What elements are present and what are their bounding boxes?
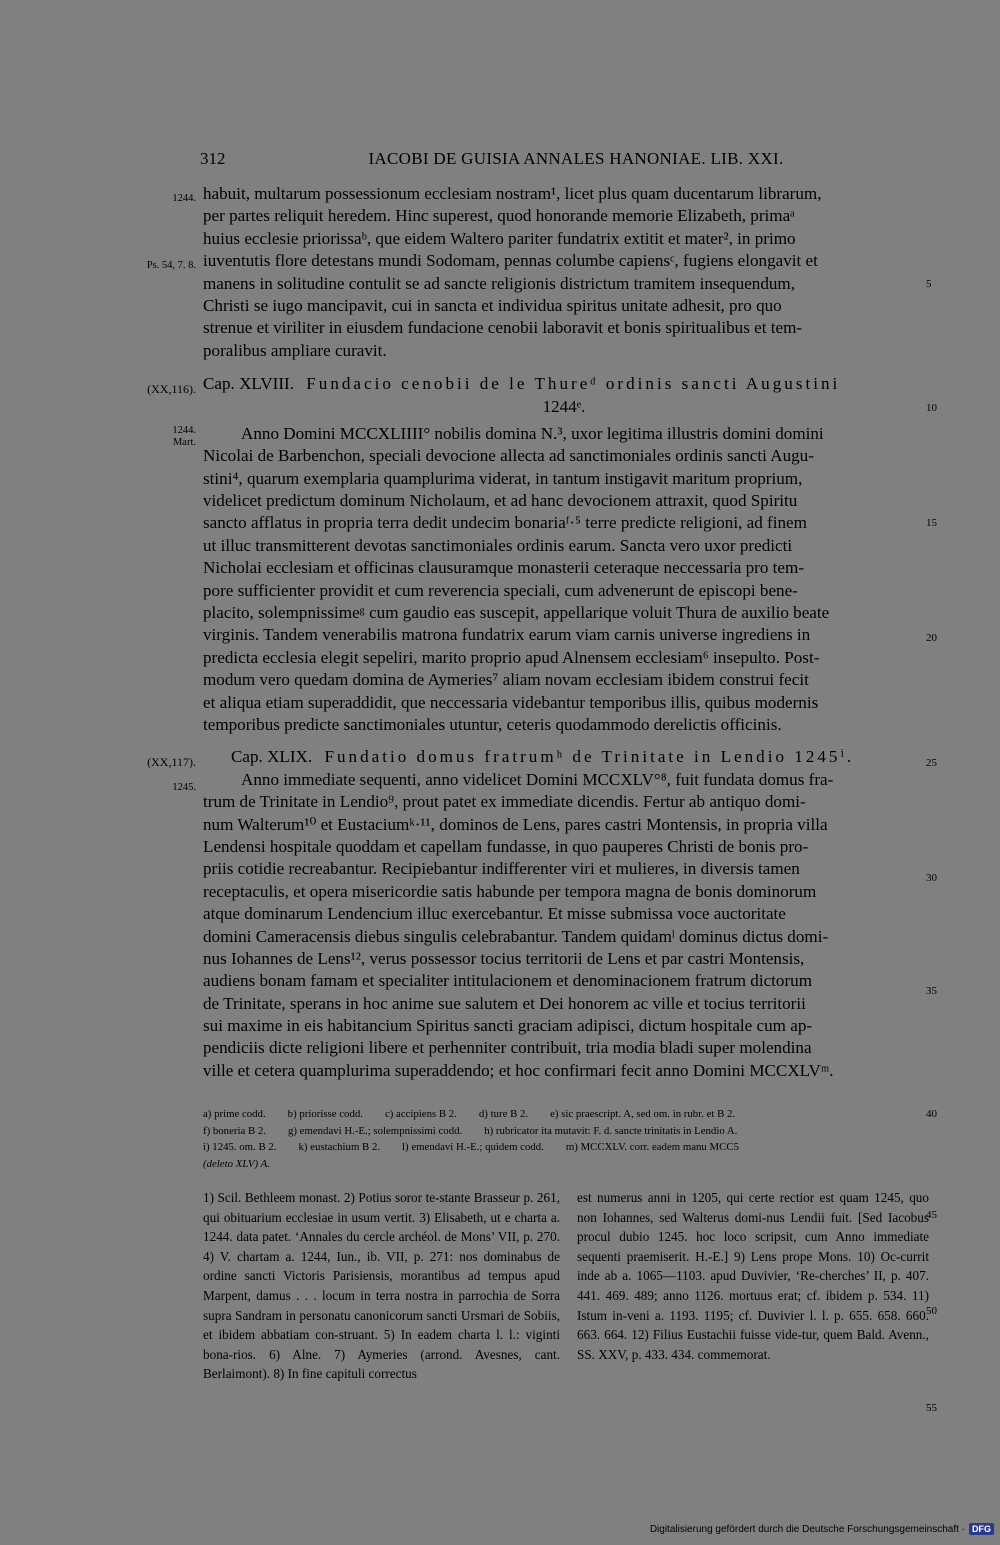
apparatus-note: c) accipiens B 2. <box>384 1108 457 1120</box>
line-number: 10 <box>926 402 937 414</box>
text-line: de Trinitate, sperans in hoc anime sue salutem et Dei honorem ac ville et tocius territorii <box>203 993 806 1013</box>
dfg-logo: DFG <box>969 1523 994 1535</box>
text-line: pore sufficienter providit et cum reverencia speciali, cum advenerunt de episcopi bene- <box>203 580 798 600</box>
text-line: Nicholai ecclesiam et officinas clausuramque monasterii ceteraque neccessaria pro tem- <box>203 558 805 578</box>
text-line: videlicet predictum dominum Nicholaum, et ad hanc devocionem attraxit, quod Spiritu <box>203 491 798 511</box>
chapter-heading <box>203 746 925 768</box>
apparatus-note: d) ture B 2. <box>478 1108 529 1120</box>
text-line: priis cotidie recreabantur. Recipiebantur indifferenter viri et mulieres, in diversis tamen <box>203 859 800 879</box>
chapter-number: Cap. XLIX. <box>231 747 313 767</box>
line-number: 30 <box>926 872 937 884</box>
footnotes-left-column: 1) Scil. Bethleem monast. 2) Potius soror te-stante Brasseur p. 261, qui obituarium ecclesiae in usum vertit. 3) Elisabeth, ut e charta a. 1244. data patet. ‘Annales du cercle archéol. de Mons’ VII, p. 270. 4) V. chartam a. 1244, Iun., ib. VII, p. 271: nos dominabus de ordine sancti Victoris Parisiensis, morantibus ad tempus apud Marpent, damus . . . locum in terra nostra in parrochia de Sorra supra Sandram in personatu canonicorum sancti Ursmari de Sobiis, et ibidem abbatiam con-struant. 5) In eadem charta l. l.: viginti bona-rios. 6) Alne. 7) Aymeries (arrond. Avesnes, cant. Berlaimont). 8) In fine capituli correctus <box>203 1190 560 1382</box>
text-line: nus Iohannes de Lens¹², verus possessor tocius territorii de Lens et par castri Montensis, <box>203 948 805 968</box>
text-line: et aliqua etiam superaddidit, que neccessaria videbantur temporibus illis, quibus modernis <box>203 692 819 712</box>
page-number: 312 <box>200 149 226 168</box>
text-line: Christi se iugo mancipavit, cui in sancta et individua spiritus unitate adhesit, pro quo <box>203 295 782 315</box>
line-number: 55 <box>926 1402 937 1414</box>
text-line: virginis. Tandem venerabilis matrona fundatrix earum viam carnis universe ingrediens in <box>203 625 811 645</box>
apparatus-row <box>203 1106 930 1123</box>
running-header <box>200 149 922 171</box>
line-number: 50 <box>926 1305 937 1317</box>
text-line: pendiciis dicte religioni libere et perhenniter contribuit, tria modia bladi super molendina <box>203 1038 812 1058</box>
text-line: audiens bonam famam et specialiter intitulacionem et denominacionem fratrum dictorum <box>203 971 812 991</box>
chapter-48 <box>203 373 925 736</box>
line-number: 5 <box>926 278 932 290</box>
main-text <box>203 183 925 1082</box>
margin-psalm-ref: Ps. 54, 7. 8. <box>146 260 196 271</box>
apparatus-row <box>203 1156 930 1173</box>
text-line: strenue et viriliter in eiusdem fundacione cenobii laboravit et bonis spiritualibus et tem- <box>203 318 803 338</box>
text-line: sancto afflatus in propria terra dedit undecim bonariaᶠ·⁵ terre predicte religioni, ad finem <box>203 513 807 533</box>
apparatus-note: m) MCCXLV. corr. eadem manu MCC5 <box>565 1141 739 1153</box>
line-number: 45 <box>926 1209 937 1221</box>
margin-cap-ref: (XX,116). <box>147 382 196 396</box>
margin-cap-ref: (XX,117). <box>147 755 196 769</box>
text-line: Nicolai de Barbenchon, speciali devocione allecta ad sanctimoniales ordinis sancti Augu- <box>203 446 814 466</box>
margin-year: 1244. <box>172 425 196 436</box>
text-line: predicta ecclesia elegit sepeliri, marito proprio apud Alnensem ecclesiam⁶ insepulto. Post- <box>203 647 820 667</box>
apparatus-note: i) 1245. om. B 2. <box>203 1141 277 1153</box>
text-line: temporibus predicte sanctimoniales utuntur, ceteris quodammodo derelictis officinis. <box>203 714 782 734</box>
margin-year: 1244. <box>172 193 196 204</box>
chapter-title: Fundatio domus fratrumʰ de Trinitate in Lendio 1245ⁱ. <box>324 747 855 767</box>
line-number: 35 <box>926 985 937 997</box>
text-line: placito, solempnissimeᵍ cum gaudio eas suscepit, appellarique voluit Thura de auxilio beate <box>203 603 830 623</box>
text-line: iuventutis flore detestans mundi Sodomam, pennas columbe capiensᶜ, fugiens elongavit et <box>203 251 818 271</box>
footer-text: Digitalisierung gefördert durch die Deutsche Forschungsgemeinschaft · <box>649 1523 965 1535</box>
text-line: ut illuc transmitterent devotas sanctimoniales ordinis earum. Sancta vero uxor predicti <box>203 535 793 555</box>
chapter-heading <box>203 373 925 395</box>
text-line: per partes reliquit heredem. Hinc superest, quod honorande memorie Elizabeth, primaᵃ <box>203 206 795 226</box>
apparatus-note: g) emendavi H.-E.; solempnissimi codd. <box>287 1124 463 1137</box>
line-number: 25 <box>926 757 937 769</box>
apparatus-note: a) prime codd. <box>203 1108 266 1120</box>
text-line: ville et cetera quamplurima superaddendo; et hoc confirmari fecit anno Domini MCCXLVᵐ. <box>203 1060 834 1080</box>
text-line: num Walterum¹⁰ et Eustaciumᵏ·¹¹, dominos de Lens, pares castri Montensis, in propria villa <box>203 814 828 834</box>
paragraph-priorissa <box>203 183 925 362</box>
chapter-title: Fundacio cenobii de le Thureᵈ ordinis sancti Augustini <box>306 374 841 394</box>
text-line: Anno Domini MCCXLIIII° nobilis domina N.³, uxor legitima illustris domini domini <box>241 423 824 443</box>
line-number: 40 <box>926 1108 937 1120</box>
text-line: Lendensi hospitale quoddam et capellam fundasse, in quo pauperes Christi de bonis pro- <box>203 836 809 856</box>
text-line: sui maxime in eis habitancium Spiritus sancti graciam adipisci, dictum hospitale cum ap- <box>203 1016 813 1036</box>
apparatus-note: (deleto XLV) A. <box>203 1157 270 1170</box>
apparatus-note: f) boneria B 2. <box>203 1124 266 1137</box>
chapter-49 <box>203 746 925 1082</box>
line-number: 15 <box>926 517 937 529</box>
text-line: poralibus ampliare curavit. <box>203 340 387 360</box>
apparatus-note: k) eustachium B 2. <box>298 1141 381 1153</box>
text-line: receptaculis, et opera misericordie satis habunde per tempora magna de bonis dominorum <box>203 881 817 901</box>
text-line: stini⁴, quarum exemplaria quamplurima viderat, in tantum instigavit maritum proprium, <box>203 468 803 488</box>
text-line: manens in solitudine contulit se ad sancte religionis districtum tramitem insequendum, <box>203 273 795 293</box>
apparatus-note: b) priorisse codd. <box>287 1108 363 1120</box>
text-line: huius ecclesie priorissaᵇ, que eidem Waltero pariter fundatrix extitit et mater², in primo <box>203 228 796 248</box>
apparatus-note: l) emendavi H.-E.; quidem codd. <box>402 1141 544 1153</box>
funding-footer <box>650 1523 994 1535</box>
chapter-number: Cap. XLVIII. <box>203 374 294 394</box>
margin-month: Mart. <box>172 437 196 448</box>
running-title: IACOBI DE GUISIA ANNALES HANONIAE. LIB. XXI. <box>368 149 784 168</box>
text-line: Anno immediate sequenti, anno videlicet Domini MCCXLV°⁸, fuit fundata domus fra- <box>241 769 834 789</box>
apparatus-note: e) sic praescript. A, sed om. in rubr. et B 2. <box>550 1108 736 1120</box>
footnotes-right-column: est numerus anni in 1205, qui certe rectior est quam 1245, quo non Iohannes, sed Walterus domi-nus Lendii fuit. [Sed Iacobus procul dubio 1245. hoc loco scripsit, cum Anno immediate sequenti praemiserit. H.-E.] 9) Lens prope Mons. 10) Oc-currit inde ab a. 1065—1103. apud Duvivier, ‘Re-cherches’ II, p. 407. 441. 469. 489; anno 1126. mortuus erat; cf. ibidem p. 534. 11) Istum in-veni a. 1193. 1195; cf. Duvivier l. l. p. 655. 658. 660. 663. 664. 12) Filius Eustachii fuisse vide-tur, quem Bald. Avenn., SS. XXV, p. 433. 434. commemorat. <box>577 1190 929 1362</box>
apparatus-note: h) rubricator ita mutavit: F. d. sancte trinitatis in Lendio A. <box>484 1124 738 1137</box>
text-line: atque dominarum Lendencium illuc exercebantur. Et misse submissa voce auctoritate <box>203 904 786 924</box>
margin-year: 1245. <box>172 782 196 793</box>
apparatus-row <box>203 1123 930 1140</box>
variant-apparatus <box>203 1106 930 1172</box>
apparatus-row <box>203 1139 930 1156</box>
line-number: 20 <box>926 632 937 644</box>
text-line: domini Cameracensis diebus singulis celebrabantur. Tandem quidamˡ dominus dictus domi- <box>203 926 829 946</box>
text-line: modum vero quedam domina de Aymeries⁷ aliam novam ecclesiam ibidem construi fecit <box>203 670 809 690</box>
text-line: habuit, multarum possessionum ecclesiam nostram¹, licet plus quam ducentarum librarum, <box>203 184 822 203</box>
text-line: trum de Trinitate in Lendio⁹, prout patet ex immediate dicendis. Fertur ab antiquo domi- <box>203 792 806 812</box>
chapter-year: 1244ᵉ. <box>542 396 586 416</box>
